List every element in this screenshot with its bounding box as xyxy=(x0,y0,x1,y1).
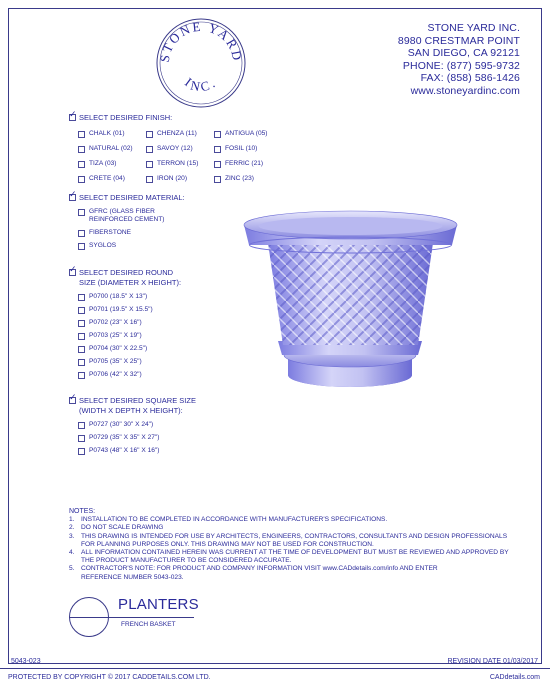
material-option-label: SYGLOS xyxy=(89,242,117,249)
finish-option-label: NATURAL (02) xyxy=(89,145,133,152)
note-text: ALL INFORMATION CONTAINED HEREIN WAS CURRENT AT THE TIME OF DEVELOPMENT BUT MUST BE REVIEWED AND APPROVED BY THE PRODUCT MANUFACTURER TO BE CONSIDERED ACCURATE. xyxy=(81,549,509,565)
round-size-option-label: P0705 (35" X 25") xyxy=(89,358,142,365)
material-option-label: FIBERSTONE xyxy=(89,229,132,236)
finish-option-label: CHALK (01) xyxy=(89,130,125,137)
finish-option-label: FERRIC (21) xyxy=(225,160,264,167)
finish-option[interactable] xyxy=(78,175,146,183)
drawing-subtitle: FRENCH BASKET xyxy=(121,621,176,628)
material-option-checkbox[interactable] xyxy=(78,230,85,237)
square-size-option-label: P0729 (35" X 35" X 27") xyxy=(89,434,160,441)
round-size-option[interactable] xyxy=(78,345,181,353)
material-options xyxy=(78,208,185,250)
round-size-option[interactable] xyxy=(78,358,181,366)
finish-option[interactable] xyxy=(146,130,214,138)
note-item xyxy=(69,549,509,565)
finish-option-label: IRON (20) xyxy=(157,175,188,182)
note-text: INSTALLATION TO BE COMPLETED IN ACCORDANCE WITH MANUFACTURER'S SPECIFICATIONS. xyxy=(81,516,388,524)
svg-text:INC. xyxy=(182,74,220,94)
square-section-title-line2: (WIDTH X DEPTH X HEIGHT): xyxy=(79,406,183,415)
round-size-option-label: P0700 (18.5" X 13") xyxy=(89,293,148,300)
round-size-option-checkbox[interactable] xyxy=(78,372,85,379)
finish-option-label: TERRON (15) xyxy=(157,160,199,167)
finish-option-checkbox[interactable] xyxy=(78,146,85,153)
round-size-option-checkbox[interactable] xyxy=(78,307,85,314)
finish-option-checkbox[interactable] xyxy=(214,131,221,138)
material-option[interactable] xyxy=(78,242,185,250)
finish-option-label: ANTIGUA (05) xyxy=(225,130,268,137)
material-option[interactable] xyxy=(78,208,185,224)
company-address-line2: SAN DIEGO, CA 92121 xyxy=(407,47,520,60)
note-text: THIS DRAWING IS INTENDED FOR USE BY ARCHITECTS, ENGINEERS, CONTRACTORS, CONSULTANTS AND DESIGN PROFESSIONALS FOR PLANNING PURPOSES ONLY. THIS DRAWING MAY NOT BE USED FOR CONSTRUCTION. xyxy=(81,532,508,548)
finish-option-label: CHENZA (11) xyxy=(157,130,197,137)
material-option[interactable] xyxy=(78,229,185,237)
round-section-title-line1: SELECT DESIRED ROUND xyxy=(79,268,174,277)
finish-options xyxy=(78,123,282,183)
finish-option[interactable] xyxy=(78,160,146,168)
finish-option[interactable] xyxy=(78,145,146,153)
square-size-options xyxy=(78,421,196,455)
finish-option[interactable] xyxy=(146,145,214,153)
note-text: DO NOT SCALE DRAWING xyxy=(81,524,164,532)
round-size-option-checkbox[interactable] xyxy=(78,359,85,366)
note-text: CONTRACTOR'S NOTE: FOR PRODUCT AND COMPANY INFORMATION VISIT www.CADdetails.com/info AND ENTER REFERENCE NUMBER 5043-023. xyxy=(81,565,438,581)
round-size-option[interactable] xyxy=(78,293,181,301)
notes-list xyxy=(69,516,509,582)
round-size-option-label: P0704 (30" X 22.5") xyxy=(89,345,148,352)
finish-option-label: FOSIL (10) xyxy=(225,145,258,152)
round-size-option-checkbox[interactable] xyxy=(78,333,85,340)
square-section-title-line1: SELECT DESIRED SQUARE SIZE xyxy=(79,396,196,405)
stone-yard-logo xyxy=(155,17,247,109)
finish-option-checkbox[interactable] xyxy=(78,161,85,168)
logo-text-top: STONE YARD xyxy=(156,18,246,64)
material-section xyxy=(69,193,185,250)
square-size-option[interactable] xyxy=(78,421,196,429)
round-size-option[interactable] xyxy=(78,332,181,340)
company-phone: PHONE: (877) 595-9732 xyxy=(402,59,520,72)
finish-option-checkbox[interactable] xyxy=(214,146,221,153)
note-number: 1. xyxy=(69,516,75,524)
square-size-option-checkbox[interactable] xyxy=(78,435,85,442)
finish-option[interactable] xyxy=(214,175,282,183)
square-size-option-label: P0727 (30" 30" X 24") xyxy=(89,421,154,428)
finish-option-label: CRETE (04) xyxy=(89,175,125,182)
round-size-option-checkbox[interactable] xyxy=(78,294,85,301)
finish-option-checkbox[interactable] xyxy=(146,146,153,153)
round-size-section xyxy=(69,268,181,379)
finish-section-checkbox[interactable] xyxy=(69,114,76,121)
round-size-option-label: P0703 (25" X 19") xyxy=(89,332,142,339)
note-number: 5. xyxy=(69,565,75,573)
square-size-option[interactable] xyxy=(78,447,196,455)
company-address-line1: 8980 CRESTMAR POINT xyxy=(397,34,520,47)
title-block xyxy=(69,593,199,643)
material-section-title: SELECT DESIRED MATERIAL: xyxy=(79,193,185,202)
square-size-option-label: P0743 (48" X 16" X 16") xyxy=(89,447,160,454)
finish-option-checkbox[interactable] xyxy=(146,131,153,138)
finish-option-checkbox[interactable] xyxy=(78,176,85,183)
planter-illustration xyxy=(238,205,463,400)
finish-section-title: SELECT DESIRED FINISH: xyxy=(79,113,173,122)
notes-title: NOTES: xyxy=(69,508,96,515)
finish-option[interactable] xyxy=(146,175,214,183)
finish-option-label: SAVOY (12) xyxy=(157,145,193,152)
svg-text:STONE YARD xyxy=(157,19,245,64)
square-section-checkbox[interactable] xyxy=(69,397,76,404)
sheet-id: 5043-023 xyxy=(11,658,41,665)
round-section-checkbox[interactable] xyxy=(69,269,76,276)
finish-option-label: TIZA (03) xyxy=(89,160,117,167)
copyright-notice: PROTECTED BY COPYRIGHT © 2017 CADDETAILS.COM LTD. xyxy=(8,674,211,681)
drawing-title: PLANTERS xyxy=(118,596,199,613)
finish-option-checkbox[interactable] xyxy=(78,131,85,138)
company-name: STONE YARD INC. xyxy=(427,22,520,34)
round-size-option-label: P0702 (23" X 16") xyxy=(89,319,142,326)
finish-option[interactable] xyxy=(214,160,282,168)
finish-option[interactable] xyxy=(146,160,214,168)
finish-option-label: ZINC (23) xyxy=(225,175,254,182)
company-fax: FAX: (858) 586-1426 xyxy=(420,72,520,85)
round-size-option-checkbox[interactable] xyxy=(78,346,85,353)
round-size-option[interactable] xyxy=(78,371,181,379)
revision-date: REVISION DATE 01/03/2017 xyxy=(447,658,538,665)
note-number: 3. xyxy=(69,532,75,540)
finish-option[interactable] xyxy=(214,130,282,138)
round-size-option[interactable] xyxy=(78,319,181,327)
finish-option-checkbox[interactable] xyxy=(214,176,221,183)
note-number: 2. xyxy=(69,524,75,532)
note-item xyxy=(69,565,509,581)
square-size-option[interactable] xyxy=(78,434,196,442)
title-divider xyxy=(69,617,194,618)
finish-option-checkbox[interactable] xyxy=(214,161,221,168)
notes-section xyxy=(69,508,509,582)
round-size-option-checkbox[interactable] xyxy=(78,320,85,327)
round-size-option[interactable] xyxy=(78,306,181,314)
caddetails-link[interactable]: CADdetails.com xyxy=(489,674,540,681)
finish-option-checkbox[interactable] xyxy=(146,161,153,168)
logo-text-bottom: INC. xyxy=(182,74,220,95)
material-option-checkbox[interactable] xyxy=(78,243,85,250)
square-size-option-checkbox[interactable] xyxy=(78,448,85,455)
round-section-title-line2: SIZE (DIAMETER X HEIGHT): xyxy=(79,278,182,287)
finish-option[interactable] xyxy=(214,145,282,153)
finish-option-checkbox[interactable] xyxy=(146,176,153,183)
finish-option[interactable] xyxy=(78,130,146,138)
square-size-section xyxy=(69,396,196,455)
round-size-option-label: P0706 (42" X 32") xyxy=(89,371,142,378)
material-option-label: GFRC (GLASS FIBER REINFORCED CEMENT) xyxy=(89,208,165,223)
note-item xyxy=(69,533,509,549)
material-option-checkbox[interactable] xyxy=(78,209,85,216)
finish-section xyxy=(69,113,282,183)
company-website[interactable]: www.stoneyardinc.com xyxy=(410,84,520,97)
round-size-options xyxy=(78,293,181,379)
company-info xyxy=(330,22,520,98)
note-number: 4. xyxy=(69,549,75,557)
note-item xyxy=(69,516,509,524)
round-size-option-label: P0701 (19.5" X 15.5") xyxy=(89,306,153,313)
note-item xyxy=(69,524,509,532)
square-size-option-checkbox[interactable] xyxy=(78,422,85,429)
material-section-checkbox[interactable] xyxy=(69,194,76,201)
